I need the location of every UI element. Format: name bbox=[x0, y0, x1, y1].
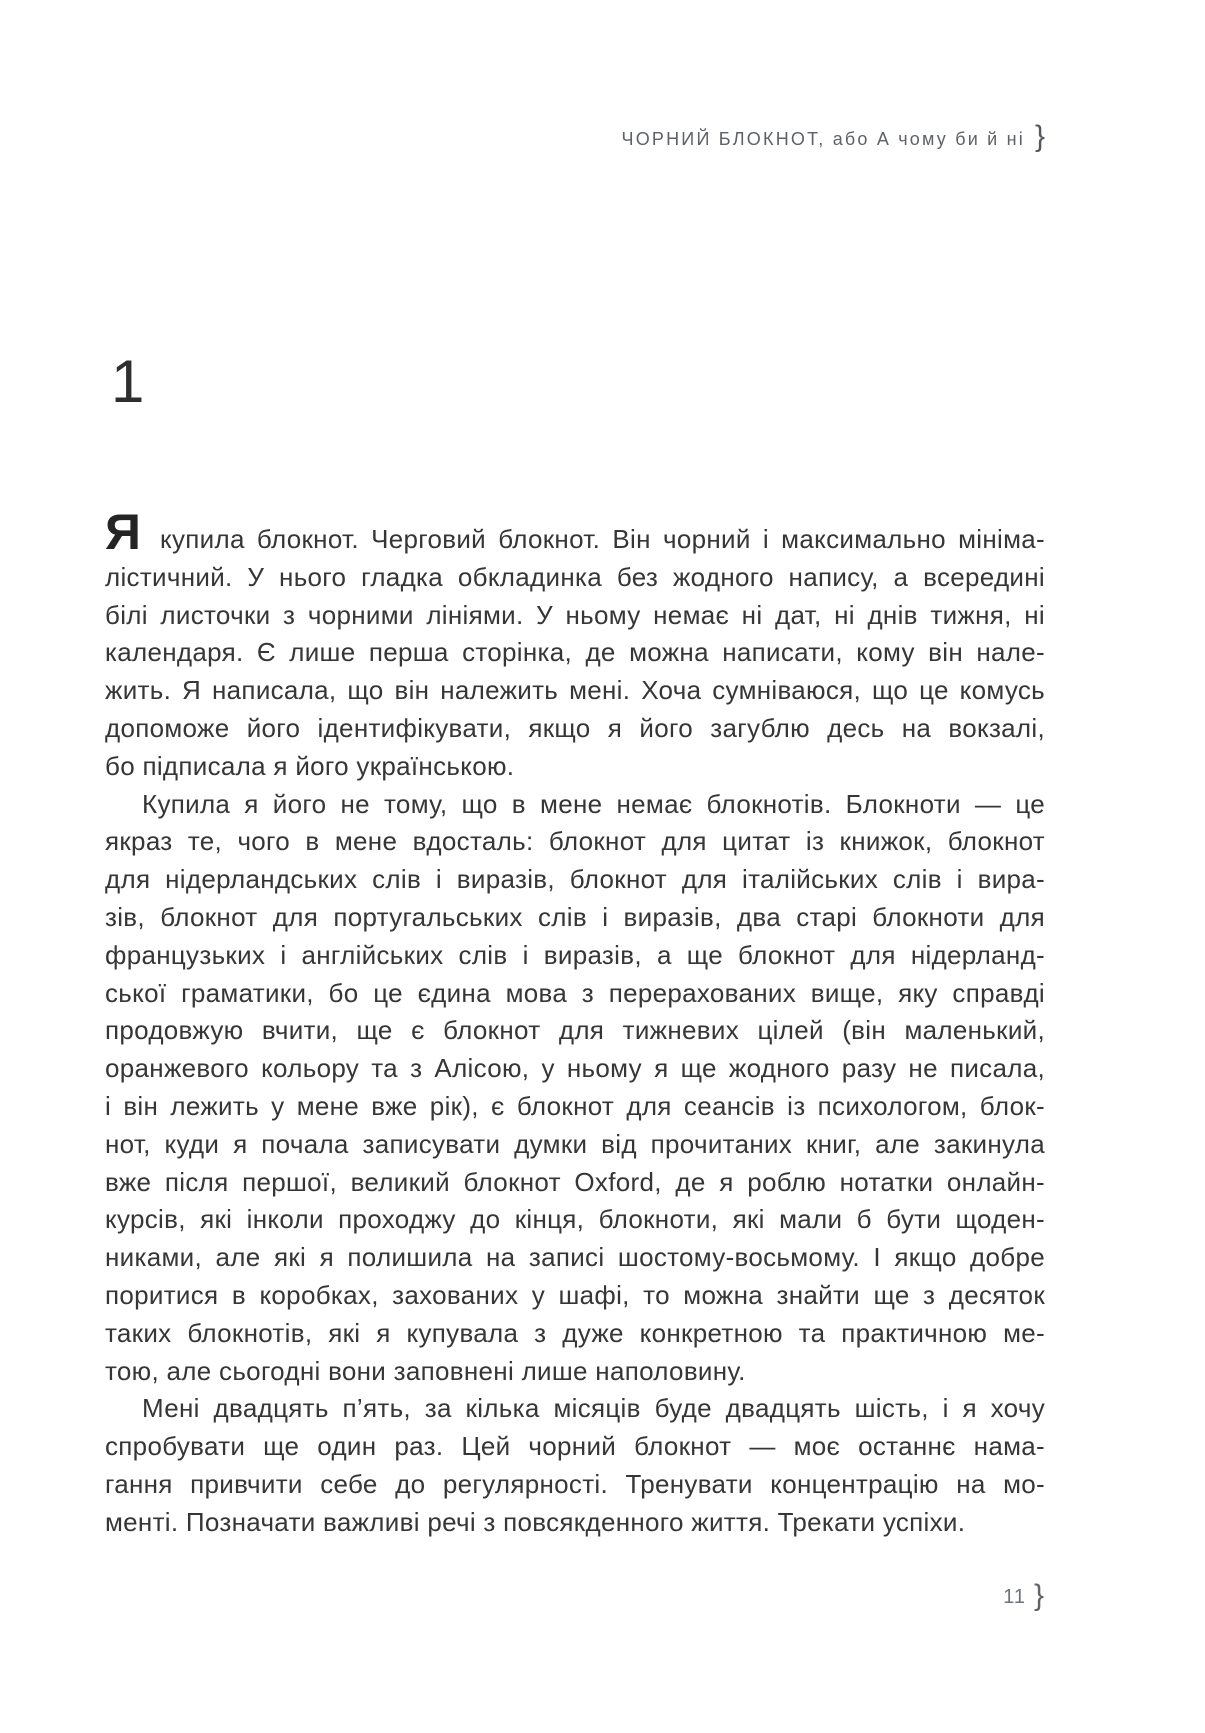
text-line: зів, блокнот для португальських слів і виразів, два старі блокноти для bbox=[105, 901, 1045, 932]
text-line: купила блокнот. Черговий блокнот. Він чорний і максимально мініма- bbox=[160, 524, 1045, 554]
text-line: білі листочки з чорними лініями. У ньому немає ні дат, ні днів тижня, ні bbox=[105, 599, 1045, 630]
text-line: менті. Позначати важливі речі з повсякденного життя. Трекати успіхи. bbox=[105, 1506, 966, 1537]
text-line: лістичний. У нього гладка обкладинка без жодного напису, а всередині bbox=[105, 561, 1045, 592]
text-line: таких блокнотів, які я купувала з дуже конкретною та практичною ме- bbox=[105, 1317, 1045, 1348]
chapter-number: 1 bbox=[111, 348, 145, 415]
text-line: бо підписала я його українською. bbox=[105, 750, 515, 781]
footer-brace-icon: } bbox=[1033, 1579, 1045, 1612]
dropcap: Я bbox=[105, 504, 142, 560]
page-footer bbox=[1003, 1579, 1045, 1612]
paragraph bbox=[105, 504, 1045, 786]
text-line: тою, але сьогодні вони заповнені лише наполовину. bbox=[105, 1355, 746, 1386]
text-line: якраз те, чого в мене вдосталь: блокнот для цитат із книжок, блокнот bbox=[105, 826, 1045, 857]
running-header bbox=[621, 120, 1046, 154]
text-line: календаря. Є лише перша сторінка, де можна написати, кому він нале- bbox=[105, 637, 1045, 668]
paragraph bbox=[105, 786, 1045, 1391]
text-line: для нідерландських слів і виразів, блокнот для італійських слів і вира- bbox=[105, 864, 1045, 895]
text-line: спробувати ще один раз. Цей чорний блокнот — моє останнє нама- bbox=[105, 1431, 1045, 1462]
text-line: курсів, які інколи проходжу до кінця, блокноти, які мали б бути щоден- bbox=[105, 1204, 1045, 1235]
text-line: гання привчити себе до регулярності. Тренувати концентрацію на мо- bbox=[105, 1468, 1045, 1499]
text-block bbox=[105, 504, 1045, 1542]
text-line: продовжую вчити, ще є блокнот для тижневих цілей (він маленький, bbox=[105, 1015, 1045, 1046]
text-line: жить. Я написала, що він належить мені. Хоча сумніваюся, що це комусь bbox=[105, 675, 1045, 706]
page-number: 11 bbox=[1003, 1585, 1026, 1608]
text-line: нот, куди я почала записувати думки від прочитаних книг, але закинула bbox=[105, 1128, 1045, 1159]
text-line: французьких і англійських слів і виразів, а ще блокнот для нідерланд- bbox=[105, 939, 1045, 970]
text-line: оранжевого кольору та з Алісою, у ньому я ще жодного разу не писала, bbox=[105, 1053, 1045, 1084]
text-line: допоможе його ідентифікувати, якщо я його загублю десь на вокзалі, bbox=[105, 712, 1045, 743]
text-line: поритися в коробках, захованих у шафі, то можна знайти ще з десяток bbox=[105, 1279, 1045, 1310]
running-header-title: ЧОРНИЙ БЛОКНОТ, або А чому би й ні bbox=[621, 128, 1025, 149]
text-line: никами, але які я полишила на записі шостому-восьмому. І якщо добре bbox=[105, 1242, 1045, 1273]
text-line: вже після першої, великий блокнот Oxford, де я роблю нотатки онлайн- bbox=[105, 1166, 1045, 1197]
text-line: Купила я його не тому, що в мене немає блокнотів. Блокноти — це bbox=[142, 788, 1045, 819]
paragraph bbox=[105, 1390, 1045, 1541]
text-line: і він лежить у мене вже рік), є блокнот для сеансів із психологом, блок- bbox=[105, 1090, 1045, 1121]
text-line: ської граматики, бо це єдина мова з перерахованих вище, яку справді bbox=[105, 977, 1045, 1008]
text-line: Мені двадцять п’ять, за кілька місяців буде двадцять шість, і я хочу bbox=[142, 1393, 1045, 1424]
header-brace-icon: } bbox=[1034, 120, 1045, 153]
